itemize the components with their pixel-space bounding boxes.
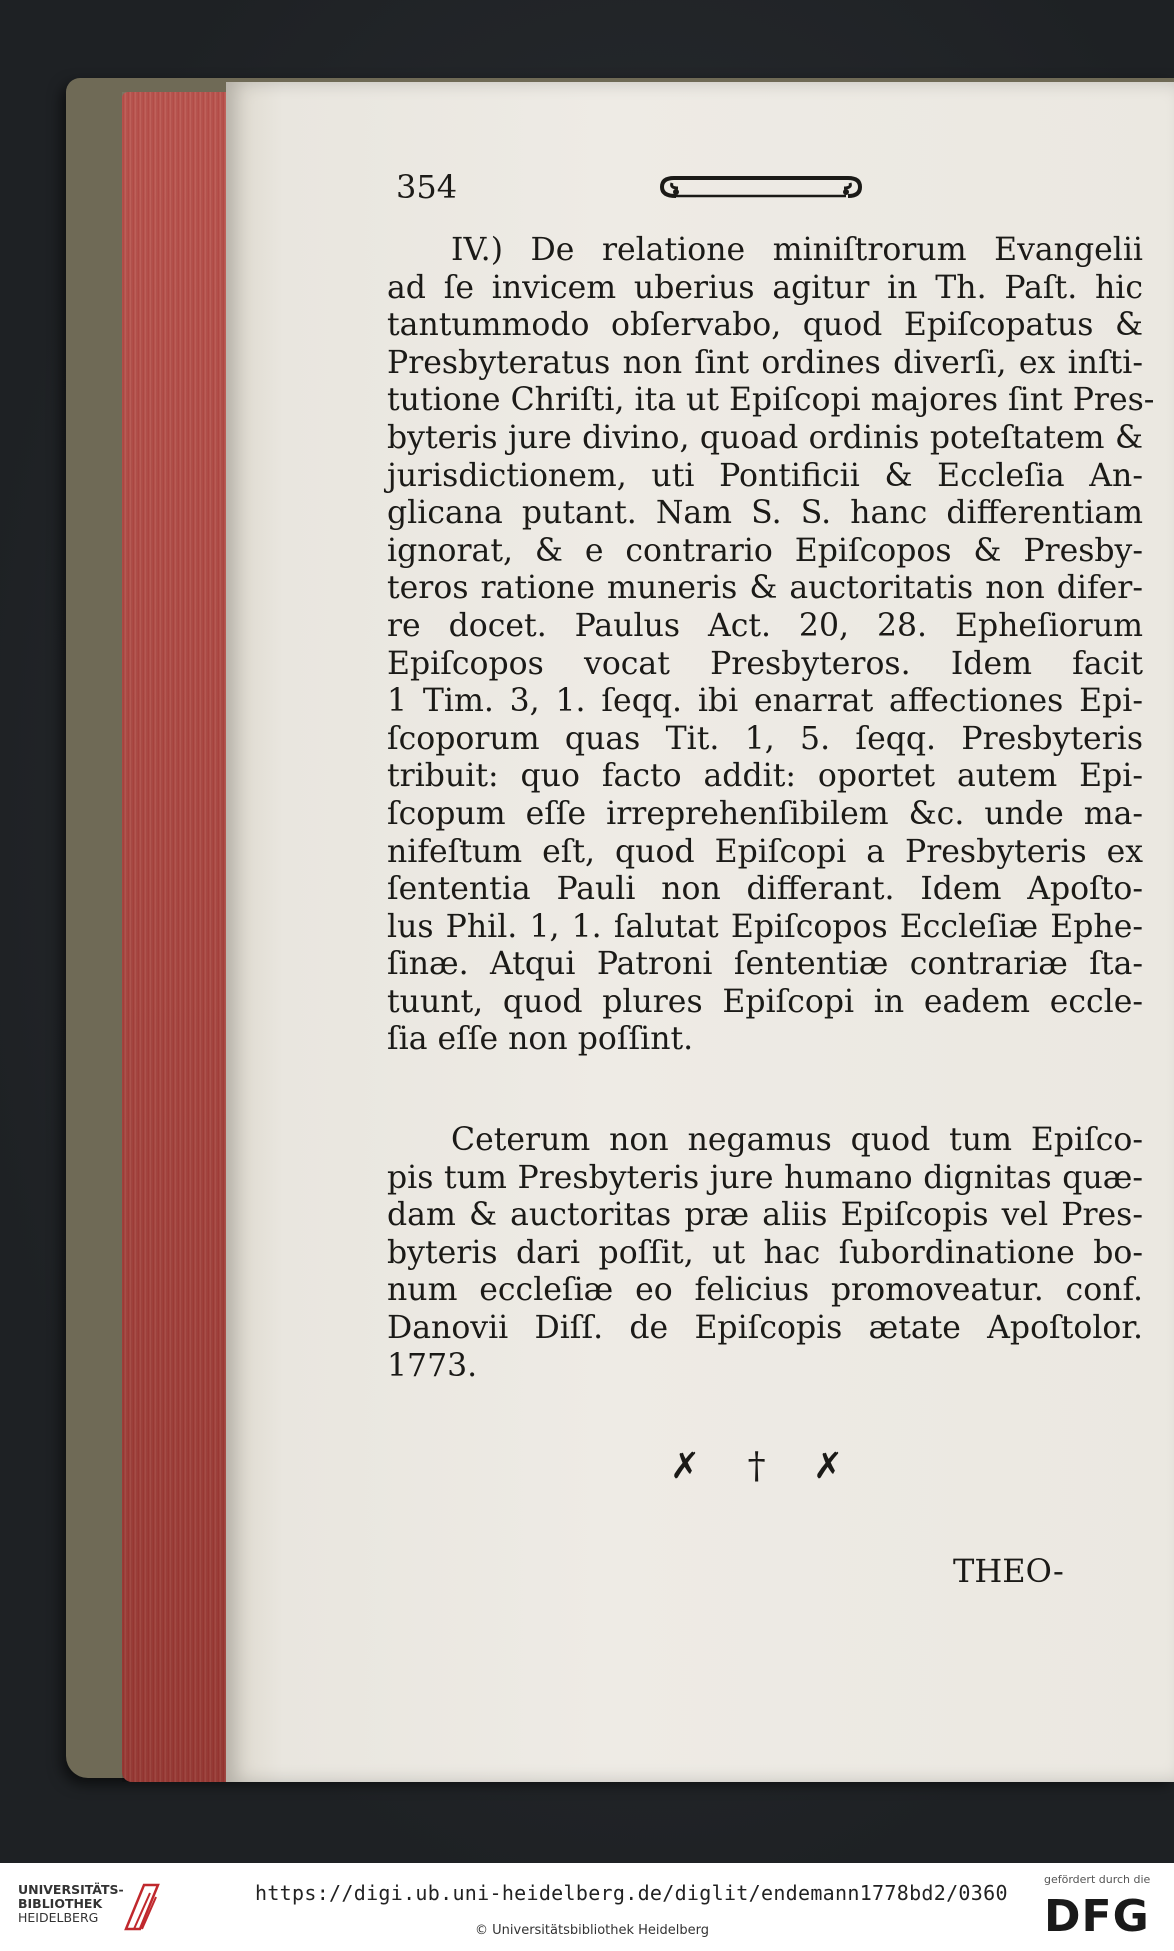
copyright-notice: © Universitätsbibliothek Heidelberg: [475, 1923, 710, 1938]
text-line: nifeſtum eſt, quod Epiſcopi a Presbyteris ex: [387, 833, 1143, 870]
page-number: 354: [396, 168, 458, 206]
text-line: Ceterum non negamus quod tum Epiſco-: [451, 1122, 1143, 1158]
text-line: pis tum Presbyteris jure humano dignitas quæ-: [387, 1159, 1143, 1196]
text-line: tutione Chriſti, ita ut Epiſcopi majores ſint Pres-: [387, 382, 1155, 419]
text-line: tantummodo obſervabo, quod Epiſcopatus &: [387, 307, 1143, 344]
catchword: THEO-: [953, 1552, 1064, 1590]
dfg-logo[interactable]: DFG: [1044, 1891, 1150, 1942]
text-line: teros ratione muneris & auctoritatis non difer-: [387, 570, 1143, 607]
text-line: dam & auctoritas præ aliis Epiſcopis vel Pres-: [387, 1197, 1143, 1234]
page-url[interactable]: https://digi.ub.uni-heidelberg.de/diglit/endemann1778bd2/0360: [255, 1881, 1008, 1905]
text-line: jurisdictionem, uti Pontificii & Eccleſia An-: [387, 457, 1143, 494]
library-name[interactable]: [18, 1883, 124, 1925]
text-line: ſententia Pauli non differant. Idem Apoſto-: [387, 871, 1143, 908]
library-line-3: HEIDELBERG: [18, 1910, 99, 1925]
text-line: ignorat, & e contrario Epiſcopos & Presby-: [387, 532, 1143, 569]
viewer-footer: [0, 1863, 1174, 1951]
text-line: re docet. Paulus Act. 20, 28. Epheſiorum: [387, 607, 1143, 644]
text-line: tuunt, quod plures Epiſcopi in eadem eccle-: [387, 983, 1143, 1020]
library-line-2: BIBLIOTHEK: [18, 1896, 103, 1911]
text-line: byteris dari poſſit, ut hac ſubordinatione bo-: [387, 1234, 1143, 1271]
page-fore-edge: [122, 92, 230, 1782]
text-line: IV.) De relatione miniſtrorum Evangelii: [451, 232, 1143, 268]
text-line: glicana putant. Nam S. S. hanc differentiam: [387, 495, 1143, 532]
text-line: byteris jure divino, quoad ordinis poteſtatem &: [387, 419, 1143, 456]
text-line: Epiſcopos vocat Presbyteros. Idem facit: [387, 645, 1143, 682]
text-line: 1773.: [387, 1347, 478, 1384]
library-logo-icon: [120, 1879, 164, 1935]
library-line-1: UNIVERSITÄTS-: [18, 1882, 124, 1897]
text-line: ſcopum eſſe irreprehenſibilem &c. unde ma-: [387, 795, 1143, 832]
text-line: Presbyteratus non ſint ordines diverſi, ex inſti-: [387, 344, 1143, 381]
paragraph-2: [387, 1122, 1143, 1385]
text-line: ſinæ. Atqui Patroni ſententiæ contrariæ ſta-: [387, 946, 1143, 983]
text-line: Danovii Diſſ. de Epiſcopis ætate Apoſtolor.: [387, 1309, 1143, 1346]
text-line: ſia eſſe non poſſint.: [387, 1021, 694, 1058]
paragraph-1: [387, 232, 1155, 1059]
header-ornament-icon: [656, 170, 866, 210]
text-line: ad ſe invicem uberius agitur in Th. Paſt. hic: [387, 269, 1143, 306]
closing-flourish: ✗ † ✗: [670, 1446, 862, 1487]
text-line: num eccleſiæ eo felicius promoveatur. conf.: [387, 1272, 1143, 1309]
text-line: lus Phil. 1, 1. ſalutat Epiſcopos Eccleſiæ Ephe-: [387, 908, 1143, 945]
text-line: ſcoporum quas Tit. 1, 5. ſeqq. Presbyteris: [387, 720, 1143, 757]
text-line: tribuit: quo facto addit: oportet autem Epi-: [387, 758, 1143, 795]
text-line: 1 Tim. 3, 1. ſeqq. ibi enarrat affectiones Epi-: [387, 683, 1143, 720]
sponsor-label: gefördert durch die: [1044, 1873, 1151, 1886]
